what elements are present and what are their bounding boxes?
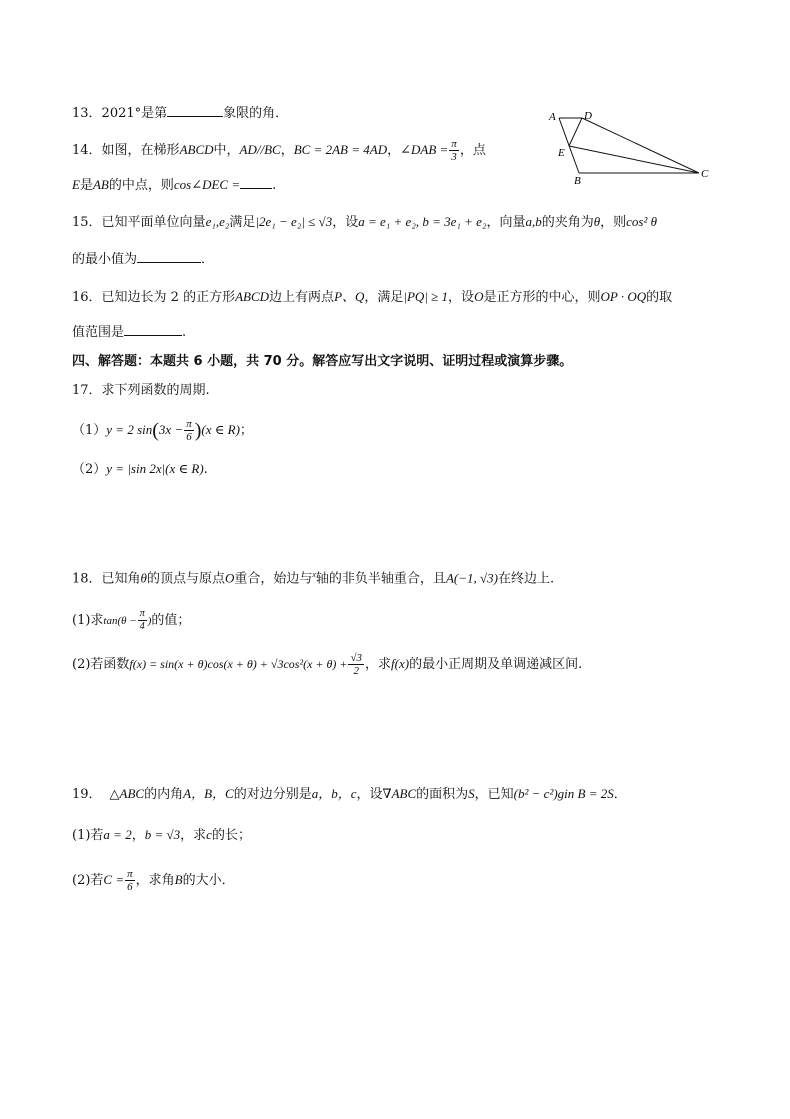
q18-part2-label: (2)若函数 xyxy=(72,657,130,672)
q19-a-value: a = 2 xyxy=(103,827,132,842)
q18-part1-label: (1)求 xyxy=(72,613,104,628)
q19-text-c: ，设 xyxy=(356,787,383,802)
q14-frac-den: 3 xyxy=(451,151,457,163)
q18-frac-den2: 2 xyxy=(353,665,359,677)
q15-text-e: 的夹角为 xyxy=(541,215,594,230)
q17-part1-end: ； xyxy=(239,423,253,438)
q16-line1 xyxy=(72,288,672,307)
q17-title: 17．求下列函数的周期. xyxy=(72,383,210,398)
q14-text-c: ，点 xyxy=(459,143,486,158)
q18-line1 xyxy=(72,566,554,588)
q19-text-e: ，已知 xyxy=(474,787,514,802)
q19-part1-text-d: 的长； xyxy=(211,828,251,843)
q16-text: 已知边长为 2 的正方形 xyxy=(101,290,236,305)
trapezoid-figure xyxy=(544,108,714,188)
q14-text-b: 中， xyxy=(213,143,240,158)
q16-number: 16． xyxy=(72,290,102,305)
q14-text: 如图，在梯形 xyxy=(101,143,180,158)
q14-parallel-condition: AD//BC xyxy=(239,142,281,157)
q19-angle-b: B xyxy=(174,872,183,887)
q15-vectors: e₁,e₂ xyxy=(205,214,230,229)
q15-line1 xyxy=(72,213,657,232)
q18-part1 xyxy=(72,608,190,633)
q18-part2-function: f(x) = sin(x + θ)cos(x + θ) + √3cos²(x + θ) + xyxy=(129,657,348,671)
q16-answer-blank xyxy=(124,323,182,336)
q14-angle: ∠DAB = xyxy=(400,142,449,157)
q17-part1-label: （1） xyxy=(72,423,107,438)
q18-text-e: 在终边上. xyxy=(497,571,555,587)
q18-frac-num: π xyxy=(139,608,145,619)
q18-part1-close: ) xyxy=(147,615,152,627)
q15-vector-defs: a = e₁ + e₂, b = 3e₁ + e₂ xyxy=(358,214,487,229)
q16-end: . xyxy=(182,325,187,340)
q19-text: 的内角 xyxy=(144,787,184,802)
q15-number: 15． xyxy=(72,215,102,230)
q19-part2 xyxy=(72,868,235,893)
q18-fx: f(x) xyxy=(391,656,410,671)
q19-abc: ABC xyxy=(119,786,145,801)
q16-text-f: 的取 xyxy=(646,290,673,305)
q16-text-e: 是正方形的中心，则 xyxy=(483,290,601,305)
q19-angle-c: C = xyxy=(103,872,125,887)
q15-ab: a,b xyxy=(525,214,542,229)
q19-end: ． xyxy=(613,787,627,802)
q14-segment-ab: AB xyxy=(92,177,109,192)
q19-frac-den: 6 xyxy=(127,881,133,893)
q18-x: x xyxy=(312,570,316,579)
q15-theta: θ xyxy=(593,214,601,229)
q17-frac-den: 6 xyxy=(186,431,192,443)
q16-text-c: ，满足 xyxy=(364,290,404,305)
q18-theta: θ xyxy=(140,570,147,586)
q19-part1-text: ，求 xyxy=(180,828,207,843)
q14-text-shi: 是 xyxy=(79,178,93,193)
q15-inequality: |2e₁ − e₂| ≤ √3 xyxy=(255,214,333,229)
segment-ed xyxy=(569,118,582,146)
q18-part1-expr: tan(θ − xyxy=(103,615,137,627)
q19-c: c xyxy=(206,827,212,842)
q18-part2-text-c: 的最小正周期及单调递减区间. xyxy=(409,657,583,672)
q18-part2-text: ，求 xyxy=(365,657,392,672)
q16-text-d: ，设 xyxy=(448,290,475,305)
section-heading: 四、解答题：本题共 6 小题，共 70 分。解答应写出文字说明、证明过程或演算步骤。 xyxy=(72,354,573,369)
q19-part1-label: (1)若 xyxy=(72,828,104,843)
q19-area-s: S xyxy=(468,786,475,801)
q15-text-b: 满足 xyxy=(229,215,256,230)
q15-cos2: cos² θ xyxy=(626,214,658,229)
q17-part1-func: y = 2 sin xyxy=(106,422,153,437)
q17-frac-num: π xyxy=(186,418,192,430)
q16-text-line2: 值范围是 xyxy=(72,325,125,340)
q18-frac-num2: √3 xyxy=(350,652,363,664)
q19-text-b: 的对边分别是 xyxy=(233,787,312,802)
q17-part2-end: . xyxy=(203,462,208,477)
q19-line1 xyxy=(72,785,627,804)
q14-trapezoid-name: ABCD xyxy=(179,142,214,157)
q18-part2 xyxy=(72,652,582,677)
label-c: C xyxy=(701,168,709,180)
q19-part2-label: (2)若 xyxy=(72,873,104,888)
q14-length-condition: BC = 2AB = 4AD xyxy=(293,142,388,157)
q14-line1: 14．如图，在梯形ABCD中，AD//BC，BC = 2AB = 4AD，∠DAB = $\frac{\pi}{3}$ ，点 xyxy=(72,138,486,163)
q19-text-d: 的面积为 xyxy=(416,787,469,802)
label-d: D xyxy=(584,110,592,122)
q19-pi-over-6 xyxy=(125,868,135,893)
q17-part1-arg: 3x − xyxy=(158,422,184,437)
q19-angles: A，B，C xyxy=(183,786,234,801)
q18-sqrt3-over-2 xyxy=(348,652,364,677)
q13-number: 13． xyxy=(72,106,102,121)
q19-condition: (b² − c²)gin B = 2S xyxy=(513,786,614,801)
q18-frac-den: 4 xyxy=(139,621,145,632)
q14-text-d: 的中点，则 xyxy=(108,178,174,193)
q17-part2 xyxy=(72,460,208,479)
q15-line2 xyxy=(72,250,214,269)
q18-origin: O xyxy=(224,570,235,586)
q14-answer-blank xyxy=(240,176,272,189)
segment-ec xyxy=(569,146,699,173)
q19-b-value: b = √3 xyxy=(144,827,181,842)
q18-pi-over-4 xyxy=(138,608,147,633)
q15-end: ． xyxy=(201,252,215,267)
q18-part1-text: 的值； xyxy=(151,613,191,628)
q19-part1 xyxy=(72,826,251,845)
q16-line2 xyxy=(72,323,186,342)
q16-condition: |PQ| ≥ 1 xyxy=(403,289,449,304)
q14-cos-expr: cos∠DEC = xyxy=(173,177,241,192)
q17-part2-label: （2） xyxy=(72,462,107,477)
q16-dot-product: OP · OQ xyxy=(600,289,647,304)
q18-text-c: 重合，始边与 xyxy=(234,571,313,587)
q18-text-b: 的顶点与原点 xyxy=(146,571,225,587)
q14-number: 14． xyxy=(72,143,102,158)
label-a: A xyxy=(549,111,556,123)
q15-text-f: ，则 xyxy=(600,215,627,230)
q18-text-d: 轴的非负半轴重合，且 xyxy=(315,571,446,587)
q19-sides: a，b，c xyxy=(311,786,357,801)
q17-part1: （1）y = 2 sin(3x − $\frac{\pi}{6}$ )(x ∈ R)； xyxy=(72,418,253,443)
q13-text: 2021°是第 xyxy=(101,106,168,121)
q19-part2-text-d: 的大小． xyxy=(182,873,235,888)
q18-text: 18．已知角 xyxy=(72,571,141,587)
q16-square: ABCD xyxy=(235,289,270,304)
q15-text-line2: 的最小值为 xyxy=(72,252,138,267)
q13-text-end: 象限的角． xyxy=(223,106,289,121)
q19-triangle-symbol: △ xyxy=(109,787,120,802)
q15-text: 已知平面单位向量 xyxy=(101,215,206,230)
q14-frac-num: π xyxy=(451,138,457,150)
q15-text-d: ，向量 xyxy=(486,215,526,230)
q19-vabc: ∇ABC xyxy=(382,786,417,801)
q14-line2 xyxy=(72,176,276,195)
q19-part2-text: ，求角 xyxy=(135,873,175,888)
q19-frac-num: π xyxy=(127,868,133,880)
q18-point-a: A(−1, √3) xyxy=(445,570,498,586)
q17-pi-over-6 xyxy=(184,418,194,443)
q14-pi-over-3 xyxy=(449,138,459,163)
q16-center-o: O xyxy=(474,289,484,304)
q15-answer-blank xyxy=(137,250,201,263)
q17-part2-func: y = |sin 2x|(x ∈ R) xyxy=(106,461,204,476)
q15-text-c: ，设 xyxy=(332,215,359,230)
q13-line xyxy=(72,104,288,123)
q14-end: . xyxy=(272,178,277,193)
q13-answer-blank xyxy=(167,104,223,117)
segment-dc xyxy=(582,118,699,173)
q14-point-e: E xyxy=(72,177,80,192)
label-b: B xyxy=(574,175,581,187)
q16-points: P、Q xyxy=(334,289,365,304)
q19-sep: ， xyxy=(131,828,145,843)
q17-part1-domain: (x ∈ R) xyxy=(201,422,240,437)
q16-text-b: 边上有两点 xyxy=(269,290,335,305)
q19-number: 19． xyxy=(72,787,102,802)
label-e: E xyxy=(558,147,565,159)
